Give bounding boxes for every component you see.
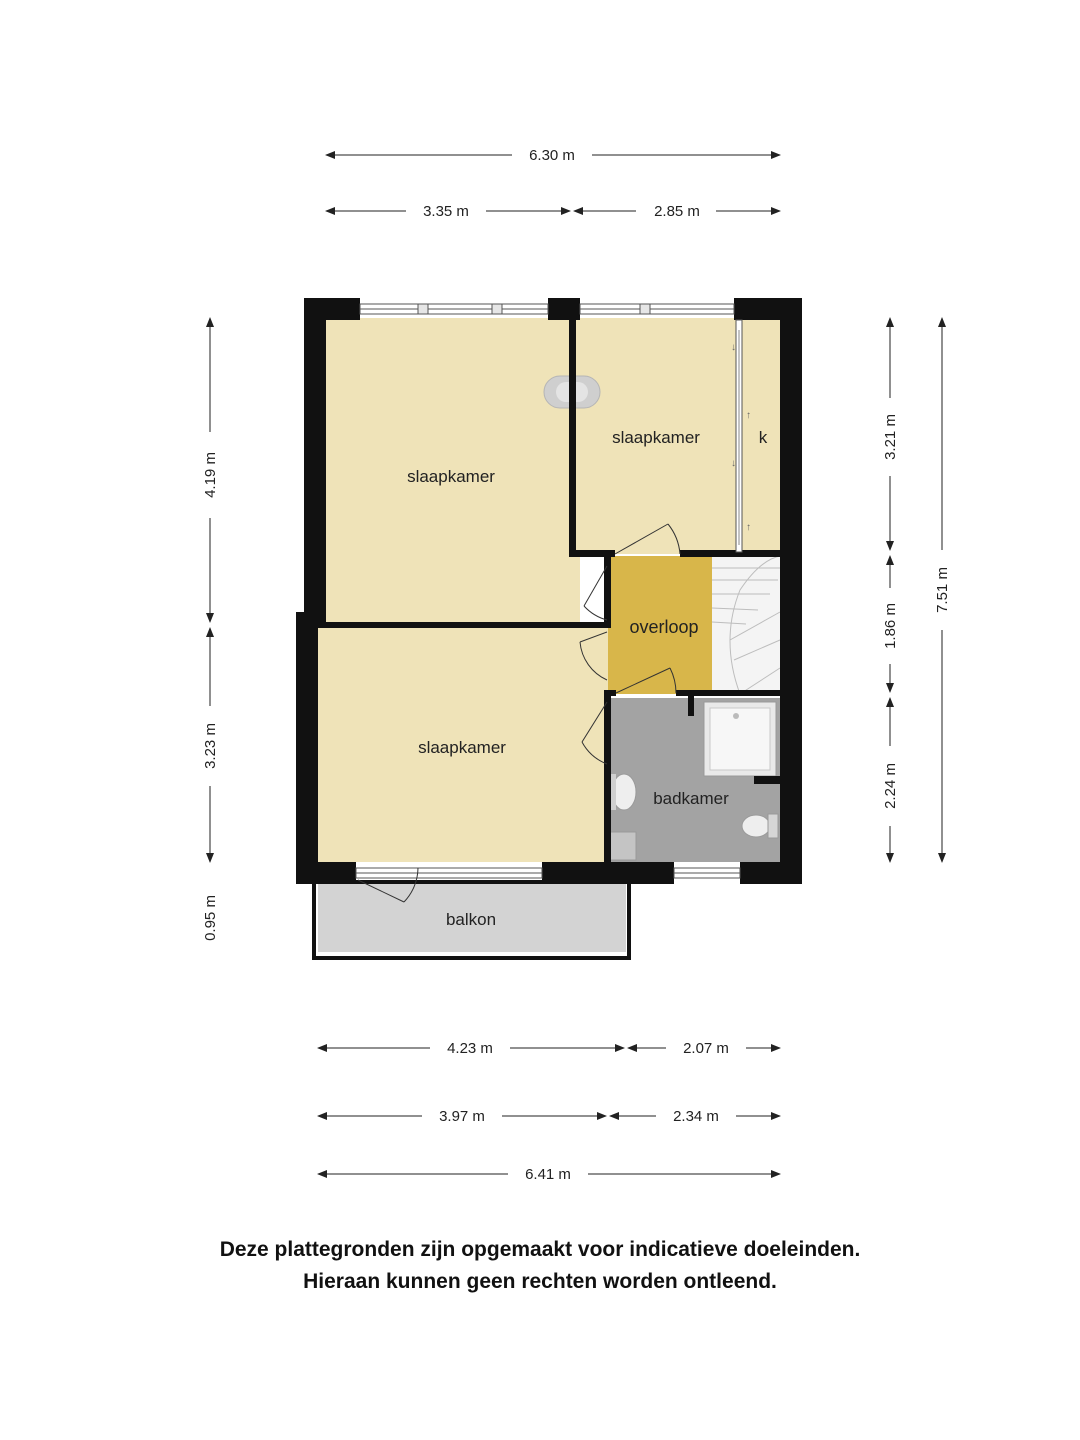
bathroom-cabinet (610, 832, 636, 860)
label-bathroom: badkamer (653, 789, 729, 808)
dim-bottom-total: 6.41 m (525, 1166, 571, 1183)
dim-right-upper: 3.21 m (882, 414, 899, 460)
disclaimer (0, 1234, 1080, 1298)
dim-top-right: 2.85 m (654, 203, 700, 220)
label-balcony: balkon (445, 910, 497, 929)
dim-bottom-row1-left: 4.23 m (447, 1040, 493, 1057)
stairs-area (712, 556, 780, 694)
disclaimer-line-2: Hieraan kunnen geen rechten worden ontleend. (303, 1270, 777, 1293)
dim-left-upper: 4.19 m (202, 452, 219, 498)
dim-right-middle: 1.86 m (882, 603, 899, 649)
dim-right-lower: 2.24 m (882, 763, 899, 809)
dim-left-balcony: 0.95 m (202, 895, 219, 941)
toilet (742, 814, 778, 838)
label-bedroom-lower: slaapkamer (418, 738, 506, 757)
svg-text:↑: ↑ (746, 410, 751, 421)
dim-bottom-row2-left: 3.97 m (439, 1108, 485, 1125)
svg-text:↑: ↑ (746, 522, 751, 533)
label-bedroom-main: slaapkamer (407, 467, 495, 486)
label-bedroom-small: slaapkamer (612, 428, 700, 447)
dim-top-total: 6.30 m (529, 147, 575, 164)
dim-bottom-row2-right: 2.34 m (673, 1108, 719, 1125)
dim-left-lower: 3.23 m (202, 723, 219, 769)
label-closet: k (758, 428, 768, 447)
svg-text:↓: ↓ (731, 342, 736, 353)
svg-text:↓: ↓ (731, 458, 736, 469)
dim-top-left: 3.35 m (423, 203, 469, 220)
dim-bottom-row1-right: 2.07 m (683, 1040, 729, 1057)
closet-sliding-doors (736, 320, 742, 552)
label-landing: overloop (629, 617, 699, 637)
washbasin (610, 774, 636, 810)
shower-tray (704, 702, 776, 776)
disclaimer-line-1: Deze plattegronden zijn opgemaakt voor indicatieve doeleinden. (219, 1238, 861, 1261)
dim-right-total: 7.51 m (934, 567, 951, 613)
